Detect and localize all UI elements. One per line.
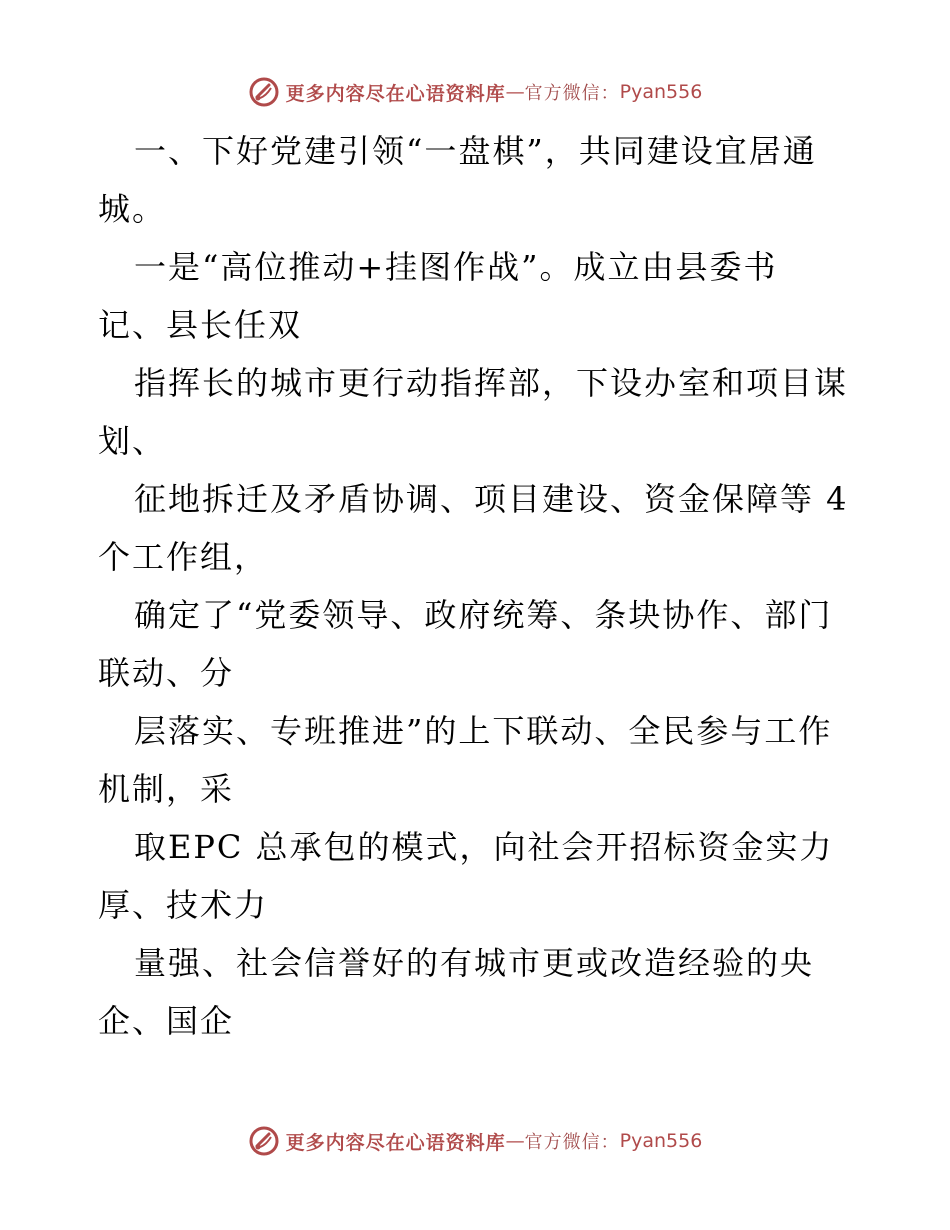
body-line: 划、 bbox=[98, 422, 167, 460]
body-line: 取EPC 总承包的模式，向社会开招标资金实力 bbox=[134, 828, 834, 866]
header-banner bbox=[0, 72, 950, 112]
body-line: 征地拆迁及矛盾协调、项目建设、资金保障等 4 bbox=[134, 480, 849, 518]
header-wechat-id: Pyan556 bbox=[619, 81, 703, 103]
brand-logo-icon bbox=[248, 76, 280, 108]
body-line: 一、下好党建引领“一盘棋”，共同建设宜居通 bbox=[134, 132, 817, 170]
body-line: 联动、分 bbox=[98, 654, 235, 692]
body-line: 企、国企 bbox=[98, 1002, 235, 1040]
body-line: 指挥长的城市更行动指挥部，下设办室和项目谋 bbox=[134, 364, 849, 402]
header-dash: — bbox=[505, 81, 525, 103]
footer-banner bbox=[0, 1121, 950, 1161]
body-line: 个工作组， bbox=[98, 538, 269, 576]
body-line: 一是“高位推动+挂图作战”。成立由县委书 bbox=[134, 248, 778, 286]
body-line: 机制，采 bbox=[98, 770, 235, 808]
header-brand-text: 更多内容尽在心语资料库 bbox=[285, 82, 506, 105]
footer-dash: — bbox=[505, 1130, 525, 1152]
footer-brand-text: 更多内容尽在心语资料库 bbox=[285, 1131, 506, 1154]
document-body bbox=[98, 122, 858, 1050]
body-line: 城。 bbox=[98, 190, 167, 228]
body-line: 层落实、专班推进”的上下联动、全民参与工作 bbox=[134, 712, 833, 750]
footer-wechat-id: Pyan556 bbox=[619, 1130, 703, 1152]
body-line: 确定了“党委领导、政府统筹、条块协作、部门 bbox=[134, 596, 833, 634]
body-line: 记、县长任双 bbox=[98, 306, 303, 344]
brand-logo-icon bbox=[248, 1125, 280, 1157]
footer-wechat-label: 官方微信： bbox=[524, 1132, 620, 1153]
body-line: 厚、技术力 bbox=[98, 886, 269, 924]
header-wechat-label: 官方微信： bbox=[524, 83, 620, 104]
body-line: 量强、社会信誉好的有城市更或改造经验的央 bbox=[134, 944, 815, 982]
